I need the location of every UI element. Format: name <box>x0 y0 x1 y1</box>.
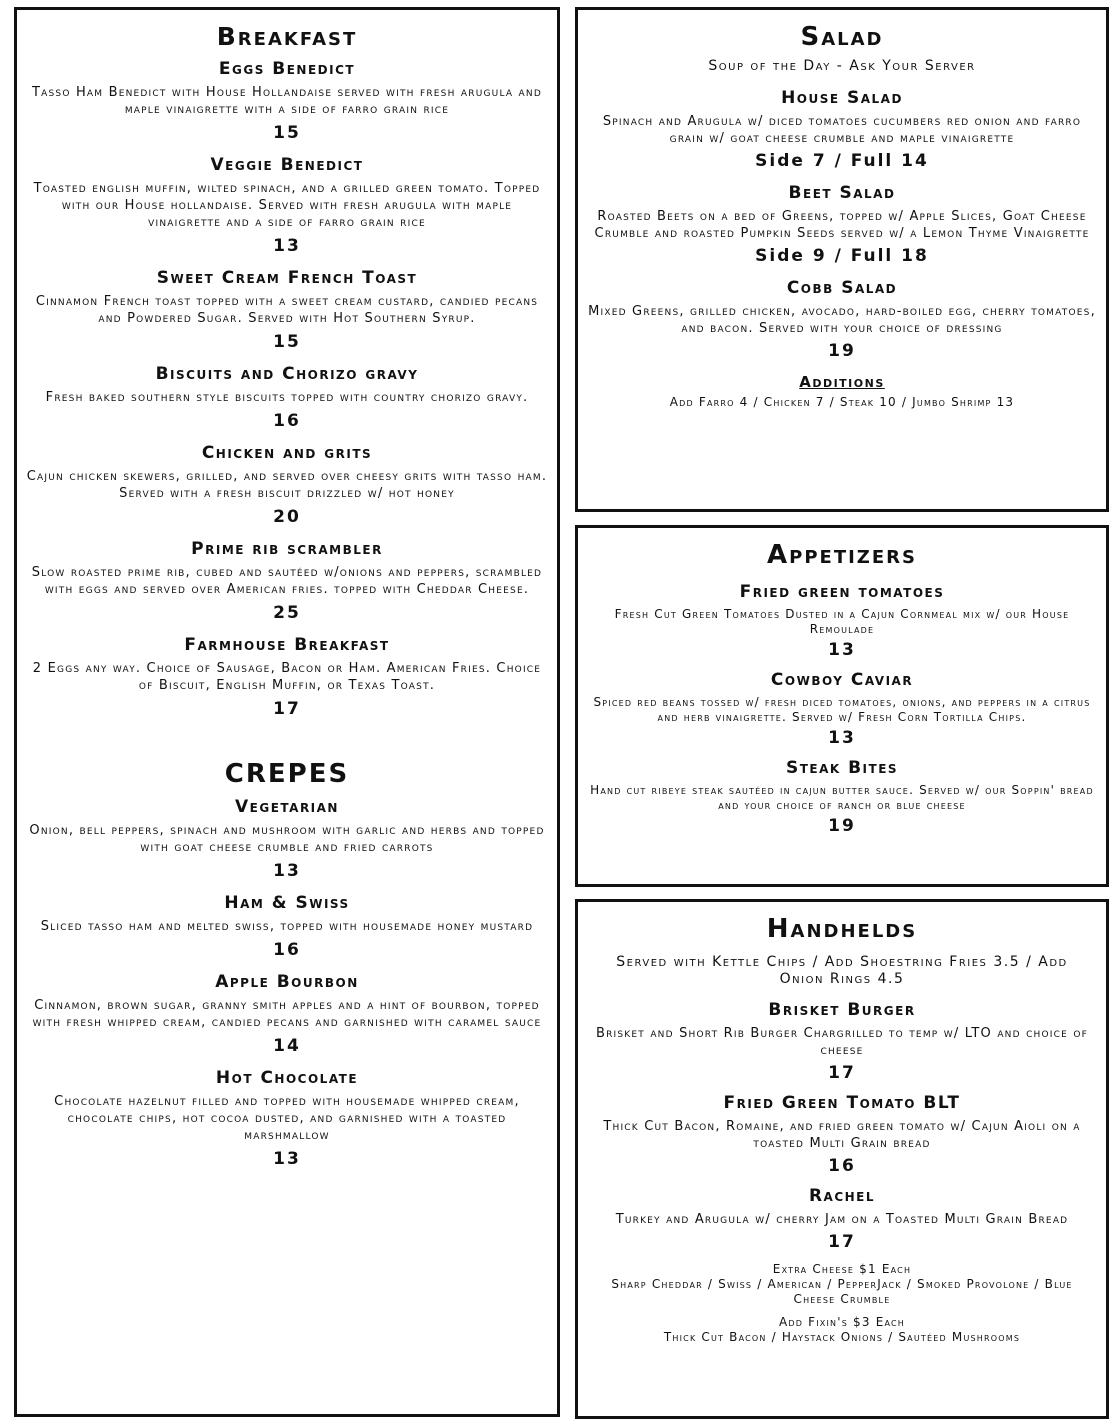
item-price: 15 <box>273 332 301 352</box>
item-name: Eggs Benedict <box>218 59 356 79</box>
item-price: 25 <box>273 603 301 623</box>
item-name: Farmhouse Breakfast <box>184 635 390 655</box>
item-description: Onion, bell peppers, spinach and mushroom with garlic and herbs and topped with goat cheese crumble and fried carrots <box>29 823 545 855</box>
extra-cheese-list: Sharp Cheddar / Swiss / American / PepperJack / Smoked Provolone / Blue Cheese Crumble <box>611 1277 1073 1306</box>
menu-item <box>17 1068 557 1169</box>
menu-item <box>578 1186 1106 1252</box>
item-name: House Salad <box>781 88 903 108</box>
served-note: Served with Kettle Chips / Add Shoestring Fries 3.5 / Add Onion Rings 4.5 <box>616 954 1068 987</box>
item-name: Beet Salad <box>788 183 896 203</box>
item-name: Brisket Burger <box>768 1000 916 1020</box>
crepes-title: CREPES <box>224 759 350 789</box>
item-description: Chocolate hazelnut filled and topped with housemade whipped cream, chocolate chips, hot cocoa dusted, and garnished with a toasted marshmallow <box>54 1094 520 1143</box>
item-name: Apple Bourbon <box>215 972 359 992</box>
item-name: Steak Bites <box>785 758 899 778</box>
additions-text: Add Farro 4 / Chicken 7 / Steak 10 / Jumbo Shrimp 13 <box>669 395 1015 409</box>
item-price: Side 9 / Full 18 <box>755 246 929 266</box>
item-description: Cajun chicken skewers, grilled, and served over cheesy grits with tasso ham. Served with a fresh biscuit drizzled w/ hot honey <box>26 469 548 501</box>
item-description: Fresh Cut Green Tomatoes Dusted in a Cajun Cornmeal mix w/ our House Remoulade <box>614 607 1070 636</box>
item-name: Fried green tomatoes <box>739 582 945 602</box>
item-name: Veggie Benedict <box>210 155 364 175</box>
item-price: 17 <box>828 1063 856 1083</box>
item-price: 16 <box>273 411 301 431</box>
item-description: Tasso Ham Benedict with House Hollandaise served with fresh arugula and maple vinaigrette with a side of farro grain rice <box>32 85 542 117</box>
menu-item <box>578 670 1106 748</box>
menu-item <box>17 364 557 431</box>
item-name: Hot Chocolate <box>215 1068 359 1088</box>
menu-item <box>17 59 557 143</box>
item-price: 19 <box>828 816 856 836</box>
item-description: Spinach and Arugula w/ diced tomatoes cucumbers red onion and farro grain w/ goat cheese crumble and maple vinaigrette <box>602 114 1082 146</box>
fixins-title: Add Fixin's $3 Each <box>778 1315 906 1329</box>
menu-item <box>17 635 557 719</box>
item-name: Ham & Swiss <box>224 893 350 913</box>
handhelds-panel <box>575 899 1109 1419</box>
soup-note: Soup of the Day - Ask Your Server <box>708 58 976 74</box>
menu-item <box>17 893 557 960</box>
item-description: Brisket and Short Rib Burger Chargrilled to temp w/ LTO and choice of cheese <box>595 1026 1089 1058</box>
item-description: Cinnamon, brown sugar, granny smith apples and a hint of bourbon, topped with fresh whipped cream, candied pecans and garnished with caramel sauce <box>32 998 542 1030</box>
item-price: 17 <box>273 699 301 719</box>
item-price: 16 <box>828 1156 856 1176</box>
item-price: 14 <box>273 1036 301 1056</box>
menu-item <box>578 1000 1106 1083</box>
fixins-list: Thick Cut Bacon / Haystack Onions / Sautéed Mushrooms <box>663 1330 1021 1344</box>
item-description: 2 Eggs any way. Choice of Sausage, Bacon or Ham. American Fries. Choice of Biscuit, English Muffin, or Texas Toast. <box>32 661 542 693</box>
item-description: Roasted Beets on a bed of Greens, topped w/ Apple Slices, Goat Cheese Crumble and roasted Pumpkin Seeds served w/ a Lemon Thyme Vinaigrette <box>594 209 1090 241</box>
item-price: 20 <box>273 507 301 527</box>
breakfast-title: Breakfast <box>216 22 358 51</box>
menu-item <box>578 278 1106 361</box>
menu-item <box>578 88 1106 171</box>
menu-item <box>578 758 1106 836</box>
item-description: Thick Cut Bacon, Romaine, and fried green tomato w/ Cajun Aioli on a toasted Multi Grain bread <box>603 1119 1081 1151</box>
item-price: 19 <box>828 341 856 361</box>
item-name: Cobb Salad <box>786 278 898 298</box>
item-price: 13 <box>273 236 301 256</box>
item-name: Biscuits and Chorizo gravy <box>155 364 419 384</box>
item-name: Vegetarian <box>235 797 339 817</box>
menu-item <box>17 155 557 256</box>
item-name: Fried Green Tomato BLT <box>723 1093 961 1113</box>
item-description: Sliced tasso ham and melted swiss, topped with housemade honey mustard <box>40 919 534 934</box>
appetizers-title: Appetizers <box>767 540 917 570</box>
item-price: 13 <box>273 1149 301 1169</box>
extra-cheese-title: Extra Cheese $1 Each <box>772 1262 912 1276</box>
item-description: Spiced red beans tossed w/ fresh diced tomatoes, onions, and peppers in a citrus and herb vinaigrette. Served w/ Fresh Corn Tortilla Chips. <box>593 695 1091 724</box>
appetizers-panel <box>575 525 1109 887</box>
menu-item <box>578 183 1106 266</box>
item-price: 13 <box>273 861 301 881</box>
handhelds-title: Handhelds <box>766 914 918 944</box>
item-price: 17 <box>828 1232 856 1252</box>
item-name: Rachel <box>808 1186 876 1206</box>
salad-title: Salad <box>800 22 884 52</box>
menu-item <box>578 582 1106 660</box>
item-price: 15 <box>273 123 301 143</box>
item-price: 13 <box>828 640 856 660</box>
menu-item <box>17 539 557 623</box>
item-price: 16 <box>273 940 301 960</box>
item-price: Side 7 / Full 14 <box>755 151 929 171</box>
item-name: Cowboy Caviar <box>770 670 914 690</box>
menu-item <box>578 1093 1106 1176</box>
menu-item <box>17 797 557 881</box>
item-description: Hand cut ribeye steak sautéed in cajun butter sauce. Served w/ our Soppin' bread and your choice of ranch or blue cheese <box>590 783 1094 812</box>
item-description: Toasted english muffin, wilted spinach, and a grilled green tomato. Topped with our House hollandaise. Served with fresh arugula with maple vinaigrette and a side of farro grain rice <box>33 181 541 230</box>
breakfast-crepes-panel <box>14 7 560 1417</box>
item-description: Cinnamon French toast topped with a sweet cream custard, candied pecans and Powdered Sugar. Served with Hot Southern Syrup. <box>35 294 539 326</box>
item-name: Prime rib scrambler <box>191 539 383 559</box>
menu-item <box>17 443 557 527</box>
item-description: Turkey and Arugula w/ cherry Jam on a Toasted Multi Grain Bread <box>615 1212 1069 1227</box>
salad-panel <box>575 7 1109 512</box>
item-name: Sweet Cream French Toast <box>156 268 418 288</box>
item-name: Chicken and grits <box>201 443 373 463</box>
menu-item <box>17 268 557 352</box>
item-price: 13 <box>828 728 856 748</box>
additions-title: Additions <box>799 373 885 391</box>
menu-item <box>17 972 557 1056</box>
item-description: Slow roasted prime rib, cubed and sautéed w/onions and peppers, scrambled with eggs and served over American fries. topped with Cheddar Cheese. <box>31 565 543 597</box>
item-description: Mixed Greens, grilled chicken, avocado, hard-boiled egg, cherry tomatoes, and bacon. Served with your choice of dressing <box>588 304 1096 336</box>
item-description: Fresh baked southern style biscuits topped with country chorizo gravy. <box>45 390 529 405</box>
